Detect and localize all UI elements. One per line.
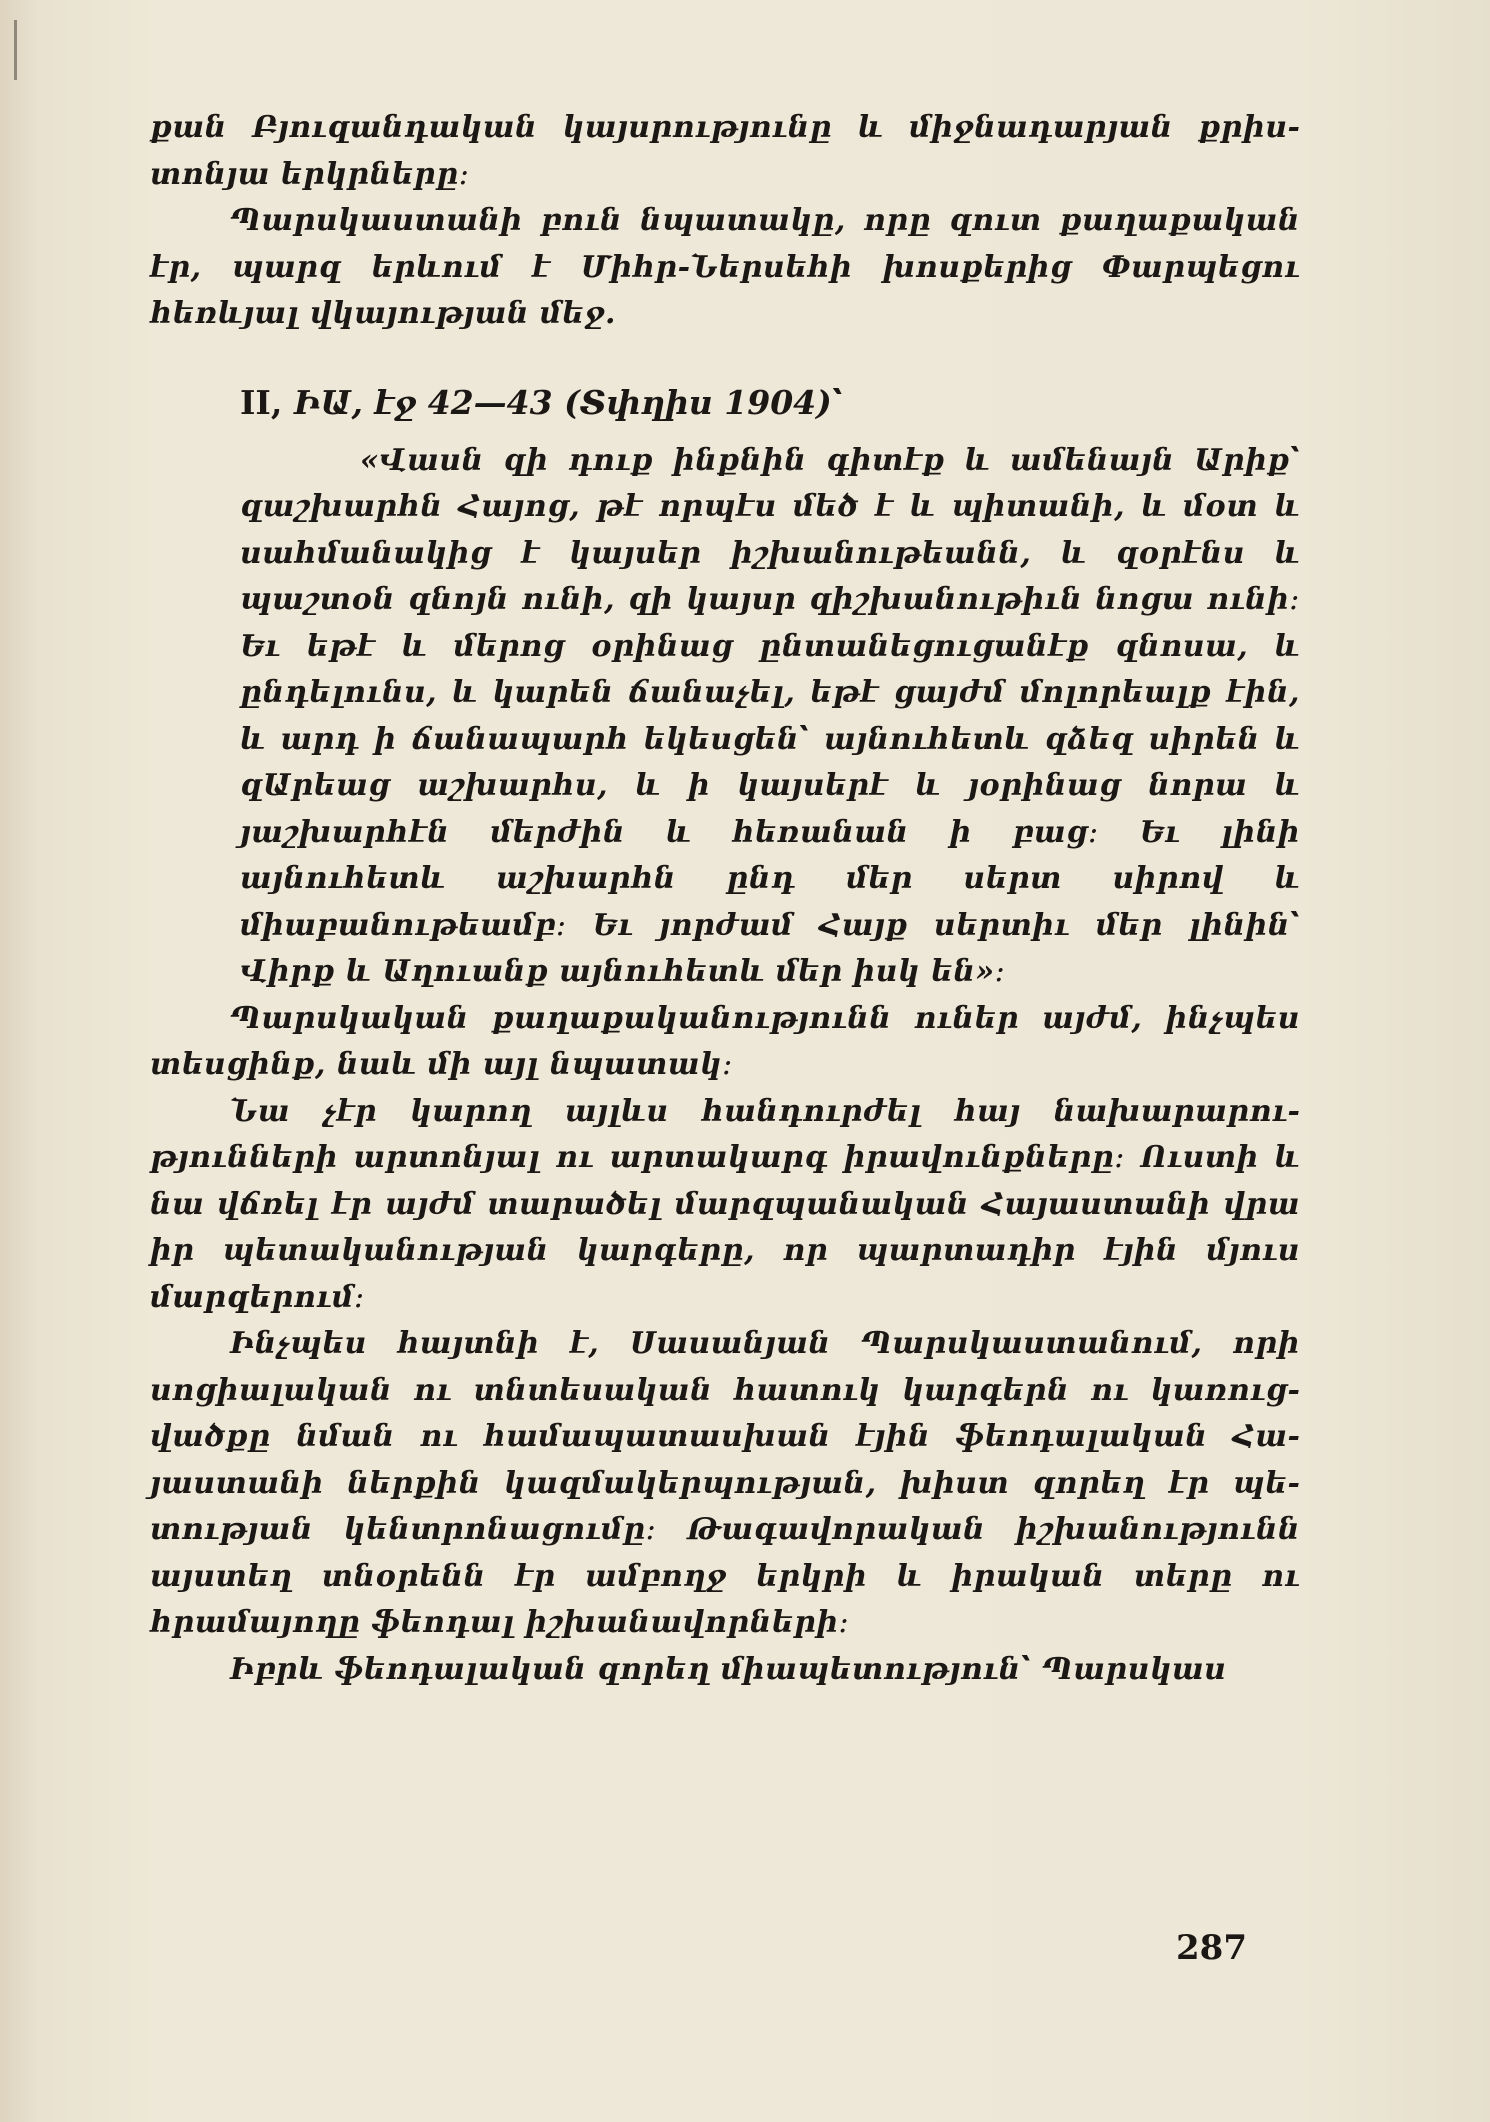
paragraph-6: Իբրև ֆեոդալական զորեղ միապետություն՝ Պարսկաս (230, 1651, 1227, 1687)
paragraph-3: Պարսկական քաղաքականությունն ուներ այժմ, ինչպես տեսցինք, նաև մի այլ նպատակ։ (150, 1000, 1300, 1082)
source-citation-heading (240, 380, 1300, 426)
paragraph-4: Նա չէր կարող այլևս հանդուրժել հայ նախարարությունների արտոնյալ ու արտակարգ իրավունքները։ Ուստի և նա վճռել էր այժմ տարածել մարզպանական Հայաստանի վրա իր պետականության կարգերը, որ պարտադիր էյին մյուս մարզերում։ (150, 1093, 1300, 1315)
citation-roman-numeral: II, (240, 382, 283, 422)
paragraph-1: քան Բյուզանդական կայսրությունը և միջնադարյան քրիստոնյա երկրները։ (150, 110, 1300, 192)
paragraph-5: Ինչպես հայտնի է, Սասանյան Պարսկաստանում, որի սոցիալական ու տնտեսական հատուկ կարգերն ու կառուցվածքը նման ու համապատասխան էյին ֆեոդալական Հայաստանի ներքին կազմակերպության, խիստ զորեղ էր պետության կենտրոնացումը։ Թագավորական իշխանությունն այստեղ տնօրենն էր ամբողջ երկրի և իրական տերը ու հրամայողը ֆեոդալ իշխանավորների։ (150, 1326, 1300, 1640)
text-block (150, 105, 1300, 1693)
page-number: 287 (1176, 1928, 1247, 1968)
quote-text: «Վասն զի դուք ինքնին գիտէք և ամենայն Արիք՝ զաշխարհն Հայոց, թէ որպէս մեծ է և պիտանի, և մօտ և սահմանակից է կայսեր իշխանութեանն, և զօրէնս և պաշտօն զնոյն ունի, զի կայսր զիշխանութիւն նոցա ունի։ Եւ եթէ և մերոց օրինաց ընտանեցուցանէք զնոսա, և ընդելունս, և կարեն ճանաչել, եթէ ցայժմ մոլորեալք էին, և արդ ի ճանապարհ եկեսցեն՝ այնուհետև զձեզ սիրեն և զԱրեաց աշխարհս, և ի կայսերէ և յօրինաց նորա և յաշխարհէն մերժին և հեռանան ի բաց։ Եւ լինի այնուհետև աշխարհն ընդ մեր սերտ սիրով և միաբանութեամբ։ Եւ յորժամ Հայք սերտիւ մեր լինին՝ Վիրք և Աղուանք այնուհետև մեր իսկ են»։ (240, 442, 1300, 989)
citation-reference: ԻԱ, էջ 42—43 (Տփղիս 1904)՝ (282, 382, 843, 422)
binding-edge-mark (14, 20, 17, 80)
paragraph-2: Պարսկաստանի բուն նպատակը, որը զուտ քաղաքական էր, պարզ երևում է Միհր-Ներսեհի խոսքերից Փարպեցու հեռևյալ վկայության մեջ. (150, 203, 1300, 331)
block-quote (240, 438, 1300, 996)
